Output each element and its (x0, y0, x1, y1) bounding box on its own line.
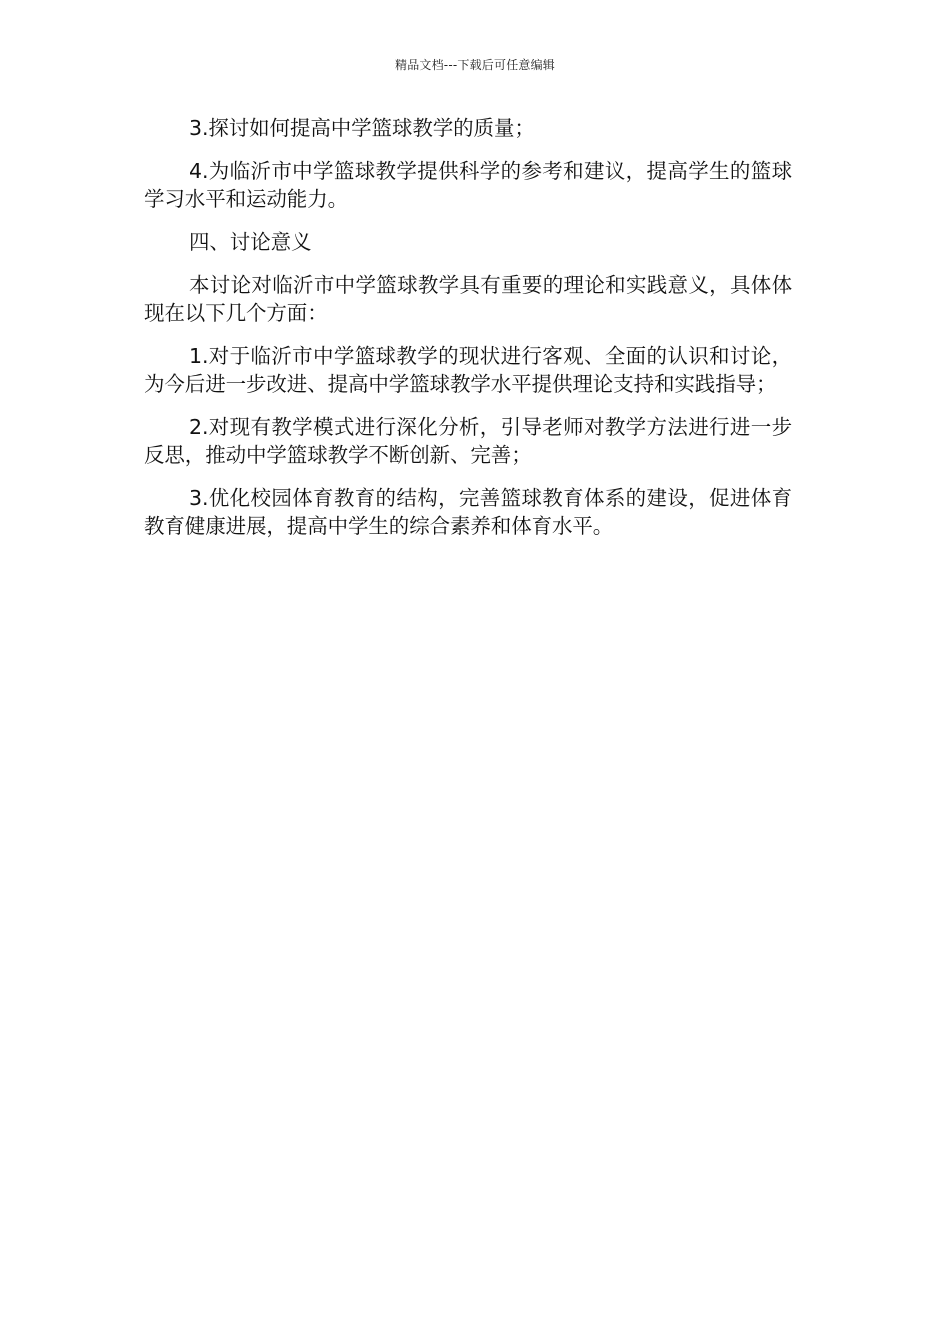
paragraph-goal-4: 4.为临沂市中学篮球教学提供科学的参考和建议，提高学生的篮球学习水平和运动能力。 (144, 159, 792, 211)
paragraph-significance-3: 3.优化校园体育教育的结构，完善篮球教育体系的建设，促进体育教育健康进展，提高中学生的综合素养和体育水平。 (144, 486, 792, 538)
page-header: 精品文档---下载后可任意编辑 (395, 58, 555, 72)
section-heading-significance: 四、讨论意义 (189, 230, 312, 254)
paragraph-significance-1: 1.对于临沂市中学篮球教学的现状进行客观、全面的认识和讨论，为今后进一步改进、提高中学篮球教学水平提供理论支持和实践指导； (144, 344, 792, 396)
paragraph-significance-intro: 本讨论对临沂市中学篮球教学具有重要的理论和实践意义，具体体现在以下几个方面： (144, 273, 792, 325)
paragraph-significance-2: 2.对现有教学模式进行深化分析，引导老师对教学方法进行进一步反思，推动中学篮球教学不断创新、完善； (144, 415, 792, 467)
paragraph-goal-3: 3.探讨如何提高中学篮球教学的质量； (189, 116, 535, 140)
document-body (144, 114, 792, 555)
